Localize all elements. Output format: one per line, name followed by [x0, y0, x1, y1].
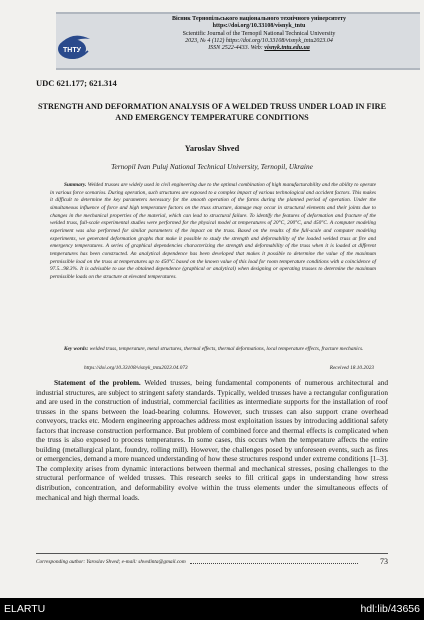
received-date: Received 18.10.2023: [329, 365, 374, 371]
footnote-divider: [36, 553, 388, 554]
journal-name-en: Scientific Journal of the Ternopil National Technical University: [182, 31, 336, 37]
doi-link[interactable]: https://doi.org/10.33108/visnyk_tntu2023.04.073: [84, 365, 188, 371]
paper-title: STRENGTH AND DEFORMATION ANALYSIS OF A WELDED TRUSS UNDER LOAD IN FIRE AND EMERGENCY TEMPERATURE CONDITIONS: [37, 102, 387, 122]
repository-bar: [0, 598, 424, 620]
journal-name-ua: Вісник Тернопільського національного технічного університету: [171, 16, 347, 22]
section-text: Welded trusses, being fundamental components of numerous architectural and industrial structures, are subject to stringent safety standards. Typically, welded trusses have a rectangular configuration and are used in the construction of industrial, commercial facilities as intermediate supports for the installation of roof trusses in the spans between the load-bearing columns. However, such trusses can also support crane overhead conveyors, tracks etc. Modern engineering approaches address most exploitation issues by introducing additional safety factors that increase construction performance. But problem of combined force and thermal effects is complicated when the truss is also exposed to process temperatures. In some cases, this occurs when the temperature affects the entire building (metallurgical plant, foundry, rolling mill). However, the challenges posed by unforeseen events, such as fires or emergencies, demand a more nuanced understanding of how these structures respond under extreme conditions [1–3]. The complexity arises from dynamic interactions between thermal and mechanical stresses, posing challenges to the structural performance of welded trusses. This research seeks to fill critical gaps in understanding how stress distribution, concentration, and deformability evolve within the truss elements under the simultaneous effects of mechanical and high thermal loads.: [36, 378, 388, 502]
abstract-label: Summary.: [64, 182, 87, 188]
author-affiliation: Ternopil Ivan Puluj National Technical University, Ternopil, Ukraine: [111, 162, 313, 171]
journal-issn-line: [98, 45, 420, 52]
journal-web-link[interactable]: visnyk.tntu.edu.ua: [264, 45, 310, 51]
keywords-label: Key words:: [64, 346, 89, 352]
handle-identifier[interactable]: hdl:lib/43656: [360, 603, 420, 615]
abstract-text: Welded trusses are widely used in civil engineering due to the optimal combination of high manufacturability and the ability to operate in various force scenarios. During operation, such structures are exposed to a complex impact of various technological and accident factors. This makes it difficult to determine the key parameters necessary for the smooth operation of the farms during the planned period of operation. Under the simultaneous influence of force and high temperature factors on the truss structure, damage may occur in structural elements and their joints due to changes in the mechanical properties of the material, which can lead to structural failure. To identify the features of deformation and fracture of the welded truss, full-scale experimental studies were performed for the physical model at temperatures of 20°C, 200°C, and 450°C. A computer modeling experiment was also performed for similar parameters of the impact on the truss. Based on the results of the full-scale and computer modeling experiments, we generated deformation graphs that make it possible to study the strength and deformability of the loaded welded truss at fire and emergency temperatures. A series of graphical dependencies characterizing the strength and deformability of the truss when it is loaded at different temperatures has been constructed. An analytical dependence has been developed that makes it possible to determine the value of the maximum permissible load on the truss at temperatures up to 450°C based on the known value of this load for room temperature conditions with a coincidence of 97.5...98.3%. It is advisable to use the obtained dependence (graphical or analytical) when designing or operating trusses to determine the maximum permissible loads on the structure at elevated temperatures.: [50, 182, 376, 280]
udc-code: UDC 621.177; 621.314: [36, 78, 117, 88]
footer-dotted-leader: [190, 563, 358, 564]
university-logo-icon: [56, 33, 92, 61]
keywords-text: welded truss, temperature, metal structures, thermal effects, thermal deformations, local temperature effects, fracture mechanics.: [88, 346, 364, 352]
issn-prefix: ISSN 2522-4433. Web:: [208, 45, 265, 51]
section-heading: Statement of the problem.: [54, 378, 141, 387]
repository-name: ELARTU: [4, 603, 46, 615]
journal-issue-line[interactable]: 2023, № 4 (112) https://doi.org/10.33108/visnyk_tntu2023.04: [185, 38, 333, 44]
corresponding-author-note: Corresponding author: Yaroslav Shved; e-mail: shvedinta@gmail.com: [36, 559, 186, 565]
logo-text: ТНТУ: [63, 47, 81, 54]
page-number: 73: [380, 557, 388, 566]
keywords: [50, 346, 376, 354]
journal-link-ua[interactable]: https://doi.org/10.33108/visnyk_tntu: [212, 23, 306, 29]
body-text: [36, 378, 388, 502]
abstract: [50, 182, 376, 282]
author-name: Yaroslav Shved: [184, 144, 240, 153]
